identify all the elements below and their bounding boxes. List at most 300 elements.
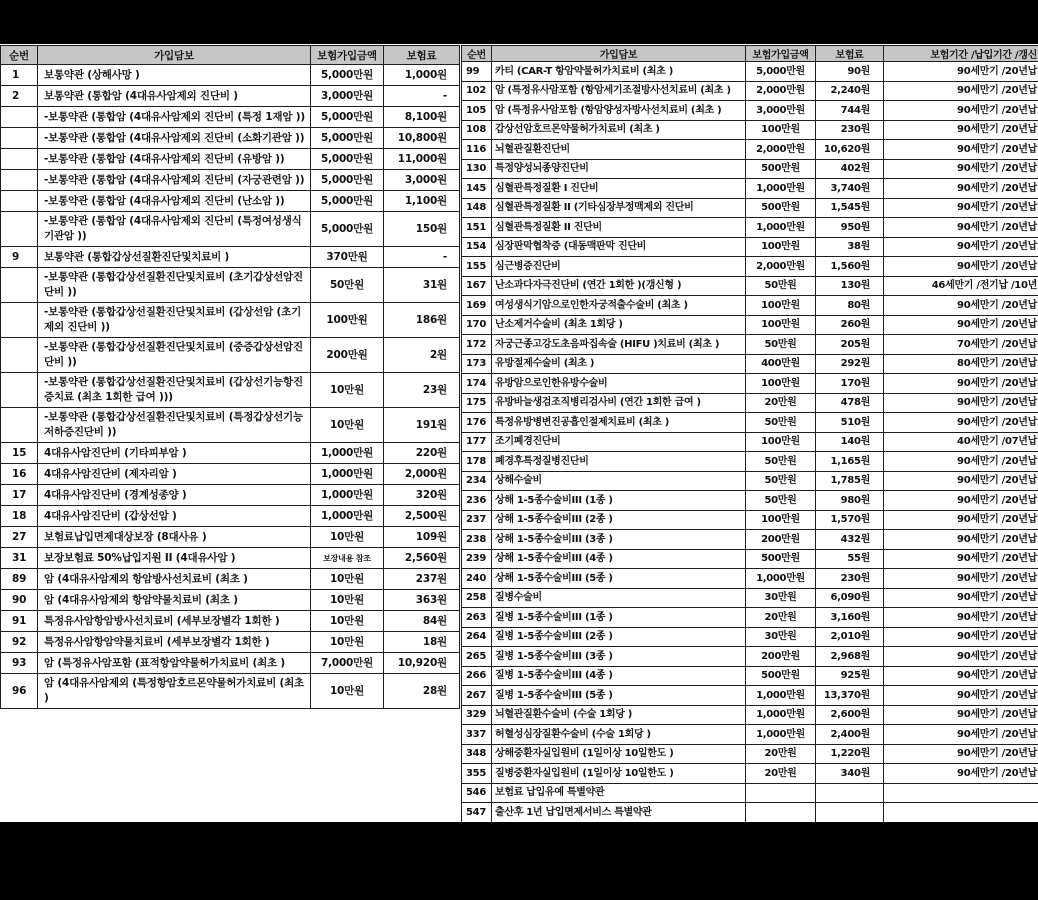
insured-amount-cell: 50만원 [746,276,816,296]
row-number-cell: 155 [462,257,492,277]
period-cell: 90세만기 /20년납 [884,62,1038,82]
insured-amount-cell: 100만원 [746,237,816,257]
row-number-cell: 175 [462,393,492,413]
period-cell: 90세만기 /20년납 [884,159,1038,179]
table-row [462,179,1038,199]
table-row [462,452,1038,472]
coverage-cell: 질병중환자실입원비 (1일이상 10일한도 ) [492,764,746,784]
coverage-cell: 상해수술비 [492,471,746,491]
period-cell: 90세만기 /20년납 [884,744,1038,764]
header-coverage: 가입담보 [492,46,746,62]
table-row [462,705,1038,725]
insured-amount-cell: 100만원 [311,303,384,338]
row-number-cell: 90 [1,590,38,611]
row-number-cell: 267 [462,686,492,706]
insured-amount-cell: 5,000만원 [311,149,384,170]
row-number-cell: 177 [462,432,492,452]
period-cell: 90세만기 /20년납 [884,569,1038,589]
table-row [462,432,1038,452]
coverage-cell: 질병 1-5종수술비III (1종 ) [492,608,746,628]
premium-cell: 6,090원 [816,588,884,608]
premium-cell: 205원 [816,335,884,355]
table-row [1,590,460,611]
table-row [462,647,1038,667]
table-row [462,510,1038,530]
row-number-cell [1,408,38,443]
period-cell: 90세만기 /20년납 [884,471,1038,491]
insured-amount-cell: 370만원 [311,247,384,268]
row-number-cell [1,338,38,373]
insured-amount-cell: 50만원 [746,491,816,511]
coverage-cell: 심혈관특정질환 I 진단비 [492,179,746,199]
coverage-cell: 질병 1-5종수술비III (5종 ) [492,686,746,706]
row-number-cell: 355 [462,764,492,784]
insured-amount-cell: 50만원 [746,335,816,355]
insured-amount-cell: 50만원 [746,413,816,433]
insured-amount-cell: 400만원 [746,354,816,374]
insured-amount-cell: 30만원 [746,588,816,608]
table-row [1,247,460,268]
insured-amount-cell: 5,000만원 [311,170,384,191]
premium-cell: 292원 [816,354,884,374]
insured-amount-cell: 1,000만원 [746,705,816,725]
premium-cell: 2,000원 [384,464,460,485]
coverage-cell: -보통약관 (통합갑상선질환진단및치료비 (갑상선암 (초기제외 진단비 )) [38,303,311,338]
premium-cell: 2원 [384,338,460,373]
insured-amount-cell: 50만원 [311,268,384,303]
premium-cell: 23원 [384,373,460,408]
premium-cell: 432원 [816,530,884,550]
row-number-cell: 1 [1,65,38,86]
period-cell: 90세만기 /20년납 [884,452,1038,472]
row-number-cell: 105 [462,101,492,121]
insured-amount-cell: 10만원 [311,674,384,709]
table-row [462,744,1038,764]
coverage-cell: 카티 (CAR-T 항암약물허가치료비 (최초 ) [492,62,746,82]
premium-cell: 80원 [816,296,884,316]
premium-cell: 1,220원 [816,744,884,764]
table-row [1,527,460,548]
coverage-cell: -보통약관 (통합갑상선질환진단및치료비 (특정갑상선기능저하증진단비 )) [38,408,311,443]
row-number-cell: 237 [462,510,492,530]
premium-cell: 109원 [384,527,460,548]
premium-cell: 10,620원 [816,140,884,160]
row-number-cell: 234 [462,471,492,491]
insured-amount-cell: 30만원 [746,627,816,647]
coverage-cell: 상해중환자실입원비 (1일이상 10일한도 ) [492,744,746,764]
coverage-cell: 암 (특정유사암포함 (표적항암약물허가치료비 (최초 ) [38,653,311,674]
premium-cell: 220원 [384,443,460,464]
insured-amount-cell: 20만원 [746,744,816,764]
coverage-cell: 상해 1-5종수술비III (2종 ) [492,510,746,530]
premium-cell: - [384,86,460,107]
premium-cell [816,803,884,823]
insured-amount-cell: 1,000만원 [311,485,384,506]
premium-cell: 2,560원 [384,548,460,569]
insured-amount-cell: 500만원 [746,198,816,218]
insured-amount-cell: 10만원 [311,373,384,408]
row-number-cell: 31 [1,548,38,569]
table-row [462,530,1038,550]
row-number-cell: 91 [1,611,38,632]
coverage-table-right [461,45,1038,822]
period-cell: 80세만기 /20년납 [884,354,1038,374]
insured-amount-cell: 5,000만원 [311,107,384,128]
period-cell: 90세만기 /20년납 [884,608,1038,628]
period-cell: 90세만기 /20년납 [884,627,1038,647]
row-number-cell: 178 [462,452,492,472]
header-insured-amount: 보험가입금액 [311,46,384,65]
insured-amount-cell: 2,000만원 [746,140,816,160]
insured-amount-cell [746,783,816,803]
insured-amount-cell: 200만원 [746,530,816,550]
table-row [462,120,1038,140]
row-number-cell: 173 [462,354,492,374]
coverage-cell: 보험료납입면제대상보장 (8대사유 ) [38,527,311,548]
insured-amount-cell: 5,000만원 [311,128,384,149]
table-row [462,725,1038,745]
row-number-cell: 116 [462,140,492,160]
premium-cell: 38원 [816,237,884,257]
premium-cell: 170원 [816,374,884,394]
table-row [1,268,460,303]
period-cell: 90세만기 /20년납 [884,140,1038,160]
period-cell: 90세만기 /20년납 [884,549,1038,569]
coverage-cell: -보통약관 (통합암 (4대유사암제외 진단비 (소화기관암 )) [38,128,311,149]
coverage-cell: 유방절제수술비 (최초 ) [492,354,746,374]
insured-amount-cell: 5,000만원 [311,65,384,86]
period-cell: 90세만기 /20년납 [884,705,1038,725]
period-cell: 90세만기 /20년납 [884,491,1038,511]
coverage-cell: 심혈관특정질환 II 진단비 [492,218,746,238]
premium-cell: 186원 [384,303,460,338]
table-row [1,674,460,709]
insured-amount-cell: 20만원 [746,608,816,628]
premium-cell [816,783,884,803]
table-row [1,170,460,191]
coverage-cell: 유방암으로인한유방수술비 [492,374,746,394]
row-number-cell: 263 [462,608,492,628]
premium-cell: 3,160원 [816,608,884,628]
table-row [462,315,1038,335]
insured-amount-cell: 7,000만원 [311,653,384,674]
insured-amount-cell: 100만원 [746,315,816,335]
premium-cell: 237원 [384,569,460,590]
row-number-cell: 329 [462,705,492,725]
period-cell: 90세만기 /20년납 [884,198,1038,218]
coverage-cell: 난소과다자극진단비 (연간 1회한 )(갱신형 ) [492,276,746,296]
period-cell: 90세만기 /20년납 [884,257,1038,277]
premium-cell: 1,545원 [816,198,884,218]
row-number-cell: 99 [462,62,492,82]
premium-cell: 3,000원 [384,170,460,191]
row-number-cell: 240 [462,569,492,589]
coverage-cell: -보통약관 (통합갑상선질환진단및치료비 (초기갑상선암진단비 )) [38,268,311,303]
row-number-cell: 174 [462,374,492,394]
table-row [1,191,460,212]
table-row [462,354,1038,374]
coverage-cell: 상해 1-5종수술비III (3종 ) [492,530,746,550]
premium-cell: 260원 [816,315,884,335]
period-cell: 90세만기 /20년납 [884,315,1038,335]
table-row [462,413,1038,433]
premium-cell: 10,920원 [384,653,460,674]
row-number-cell: 151 [462,218,492,238]
period-cell: 90세만기 /20년납 [884,725,1038,745]
table-row [1,128,460,149]
row-number-cell: 264 [462,627,492,647]
period-cell: 90세만기 /20년납 [884,764,1038,784]
table-row [1,86,460,107]
document-page [0,44,1038,822]
row-number-cell: 145 [462,179,492,199]
insured-amount-cell: 500만원 [746,549,816,569]
premium-cell: 8,100원 [384,107,460,128]
period-cell: 90세만기 /20년납 [884,530,1038,550]
insured-amount-cell: 10만원 [311,632,384,653]
row-number-cell: 176 [462,413,492,433]
table-row [462,569,1038,589]
coverage-cell: 암 (4대유사암제외 항암약물치료비 (최초 ) [38,590,311,611]
period-cell: 90세만기 /20년납 [884,101,1038,121]
coverage-cell: -보통약관 (통합갑상선질환진단및치료비 (갑상선기능항진증치료 (최초 1회한 급여 ))) [38,373,311,408]
period-cell: 90세만기 /20년납 [884,296,1038,316]
row-number-cell: 96 [1,674,38,709]
premium-cell: 150원 [384,212,460,247]
row-number-cell [1,373,38,408]
row-number-cell: 18 [1,506,38,527]
insured-amount-cell: 100만원 [746,510,816,530]
premium-cell: 140원 [816,432,884,452]
table-row [1,303,460,338]
table-row [462,257,1038,277]
period-cell [884,783,1038,803]
row-number-cell: 547 [462,803,492,823]
coverage-cell: 자궁근종고강도초음파집속술 (HIFU )치료비 (최초 ) [492,335,746,355]
row-number-cell: 17 [1,485,38,506]
row-number-cell: 27 [1,527,38,548]
table-row [462,335,1038,355]
period-cell: 90세만기 /20년납 [884,588,1038,608]
premium-cell: 130원 [816,276,884,296]
table-row [462,686,1038,706]
row-number-cell: 92 [1,632,38,653]
row-number-cell: 265 [462,647,492,667]
coverage-cell: -보통약관 (통합암 (4대유사암제외 진단비 (특정여성생식기관암 )) [38,212,311,247]
insured-amount-cell: 1,000만원 [746,569,816,589]
table-row [1,485,460,506]
row-number-cell: 239 [462,549,492,569]
period-cell: 90세만기 /20년납 [884,393,1038,413]
period-cell: 90세만기 /20년납 [884,666,1038,686]
coverage-cell: 상해 1-5종수술비III (4종 ) [492,549,746,569]
period-cell: 46세만기 /전기납 /10년 [884,276,1038,296]
row-number-cell: 266 [462,666,492,686]
insured-amount-cell: 5,000만원 [311,212,384,247]
table-row [462,101,1038,121]
period-cell: 90세만기 /20년납 [884,237,1038,257]
premium-cell: 1,560원 [816,257,884,277]
coverage-cell: 조기폐경진단비 [492,432,746,452]
table-row [1,149,460,170]
premium-cell: 2,010원 [816,627,884,647]
insured-amount-cell: 500만원 [746,159,816,179]
table-row [1,611,460,632]
premium-cell: 950원 [816,218,884,238]
row-number-cell: 170 [462,315,492,335]
coverage-cell: 질병 1-5종수술비III (3종 ) [492,647,746,667]
insured-amount-cell: 100만원 [746,120,816,140]
coverage-cell: 특정유사암항암방사선치료비 (세부보장별각 1회한 ) [38,611,311,632]
row-number-cell: 236 [462,491,492,511]
row-number-cell [1,107,38,128]
row-number-cell: 102 [462,81,492,101]
row-number-cell: 93 [1,653,38,674]
row-number-cell: 15 [1,443,38,464]
premium-cell: 363원 [384,590,460,611]
table-row [462,764,1038,784]
coverage-cell: 보장보험료 50%납입지원 II (4대유사암 ) [38,548,311,569]
premium-cell: 510원 [816,413,884,433]
premium-cell: 191원 [384,408,460,443]
table-row [462,803,1038,823]
period-cell: 90세만기 /20년납 [884,218,1038,238]
insured-amount-cell: 20만원 [746,393,816,413]
period-cell: 90세만기 /20년납 [884,510,1038,530]
row-number-cell: 130 [462,159,492,179]
premium-cell: 2,968원 [816,647,884,667]
period-cell: 90세만기 /20년납 [884,686,1038,706]
coverage-cell: 여성생식기암으로인한자궁적출수술비 (최초 ) [492,296,746,316]
row-number-cell [1,191,38,212]
premium-cell: 1,785원 [816,471,884,491]
row-number-cell: 169 [462,296,492,316]
coverage-cell: 출산후 1년 납입면제서비스 특별약관 [492,803,746,823]
coverage-cell: 질병수술비 [492,588,746,608]
table-row [1,338,460,373]
insured-amount-cell: 20만원 [746,764,816,784]
insured-amount-cell: 100만원 [746,296,816,316]
header-premium: 보험료 [816,46,884,62]
header-coverage: 가입담보 [38,46,311,65]
premium-cell: 230원 [816,569,884,589]
premium-cell: - [384,247,460,268]
insured-amount-cell: 1,000만원 [311,464,384,485]
header-premium: 보험료 [384,46,460,65]
table-row [1,548,460,569]
insured-amount-cell: 10만원 [311,590,384,611]
premium-cell: 2,500원 [384,506,460,527]
insured-amount-cell: 1,000만원 [746,686,816,706]
coverage-cell: 4대유사암진단비 (제자리암 ) [38,464,311,485]
insured-amount-cell: 1,000만원 [311,443,384,464]
table-row [462,393,1038,413]
premium-cell: 1,100원 [384,191,460,212]
coverage-cell: 4대유사암진단비 (경계성종양 ) [38,485,311,506]
row-number-cell: 16 [1,464,38,485]
coverage-cell: 4대유사암진단비 (기타피부암 ) [38,443,311,464]
premium-cell: 340원 [816,764,884,784]
insured-amount-cell: 50만원 [746,452,816,472]
table-row [1,107,460,128]
coverage-cell: 특정양성뇌종양진단비 [492,159,746,179]
premium-cell: 11,000원 [384,149,460,170]
premium-cell: 230원 [816,120,884,140]
coverage-cell: -보통약관 (통합갑상선질환진단및치료비 (중증갑상선암진단비 )) [38,338,311,373]
table-row [462,159,1038,179]
premium-cell: 84원 [384,611,460,632]
coverage-cell: 뇌혈관질환진단비 [492,140,746,160]
premium-cell: 90원 [816,62,884,82]
premium-cell: 10,800원 [384,128,460,149]
table-row [462,549,1038,569]
table-row [1,653,460,674]
period-cell: 90세만기 /20년납 [884,374,1038,394]
premium-cell: 1,000원 [384,65,460,86]
header-insured-amount: 보험가입금액 [746,46,816,62]
insured-amount-cell: 500만원 [746,666,816,686]
coverage-cell: 질병 1-5종수술비III (2종 ) [492,627,746,647]
premium-cell: 1,570원 [816,510,884,530]
row-number-cell: 148 [462,198,492,218]
premium-cell: 31원 [384,268,460,303]
row-number-cell: 108 [462,120,492,140]
table-row [462,237,1038,257]
insured-amount-cell: 1,000만원 [746,218,816,238]
insured-amount-cell: 2,000만원 [746,81,816,101]
row-number-cell: 337 [462,725,492,745]
table-row [1,212,460,247]
period-cell: 90세만기 /20년납 [884,179,1038,199]
insured-amount-cell: 10만원 [311,408,384,443]
period-cell: 70세만기 /20년납 [884,335,1038,355]
coverage-cell: 보통약관 (통합갑상선질환진단및치료비 ) [38,247,311,268]
table-row [462,140,1038,160]
coverage-cell: 암 (특정유사암포함 (항암양성자방사선치료비 (최초 ) [492,101,746,121]
coverage-cell: 4대유사암진단비 (갑상선암 ) [38,506,311,527]
table-row [1,373,460,408]
row-number-cell [1,303,38,338]
insured-amount-cell: 3,000만원 [311,86,384,107]
row-number-cell [1,149,38,170]
table-header-row [462,46,1038,62]
coverage-cell: 상해 1-5종수술비III (1종 ) [492,491,746,511]
insured-amount-cell: 10만원 [311,569,384,590]
insured-amount-cell: 5,000만원 [311,191,384,212]
coverage-cell: 심장판막협착증 (대동맥판막 진단비 [492,237,746,257]
row-number-cell: 167 [462,276,492,296]
row-number-cell [1,268,38,303]
row-number-cell [1,128,38,149]
premium-cell: 55원 [816,549,884,569]
coverage-cell: 보통약관 (통합암 (4대유사암제외 진단비 ) [38,86,311,107]
coverage-cell: 뇌혈관질환수술비 (수술 1회당 ) [492,705,746,725]
table-row [462,296,1038,316]
coverage-cell: 질병 1-5종수술비III (4종 ) [492,666,746,686]
premium-cell: 402원 [816,159,884,179]
insured-amount-cell: 10만원 [311,527,384,548]
table-row [1,632,460,653]
coverage-cell: 특정유사암항암약물치료비 (세부보장별각 1회한 ) [38,632,311,653]
premium-cell: 1,165원 [816,452,884,472]
insured-amount-cell: 100만원 [746,432,816,452]
premium-cell: 2,240원 [816,81,884,101]
period-cell: 90세만기 /20년납 [884,413,1038,433]
premium-cell: 925원 [816,666,884,686]
row-number-cell: 89 [1,569,38,590]
coverage-cell: 암 (4대유사암제외 항암방사선치료비 (최초 ) [38,569,311,590]
period-cell: 90세만기 /20년납 [884,120,1038,140]
